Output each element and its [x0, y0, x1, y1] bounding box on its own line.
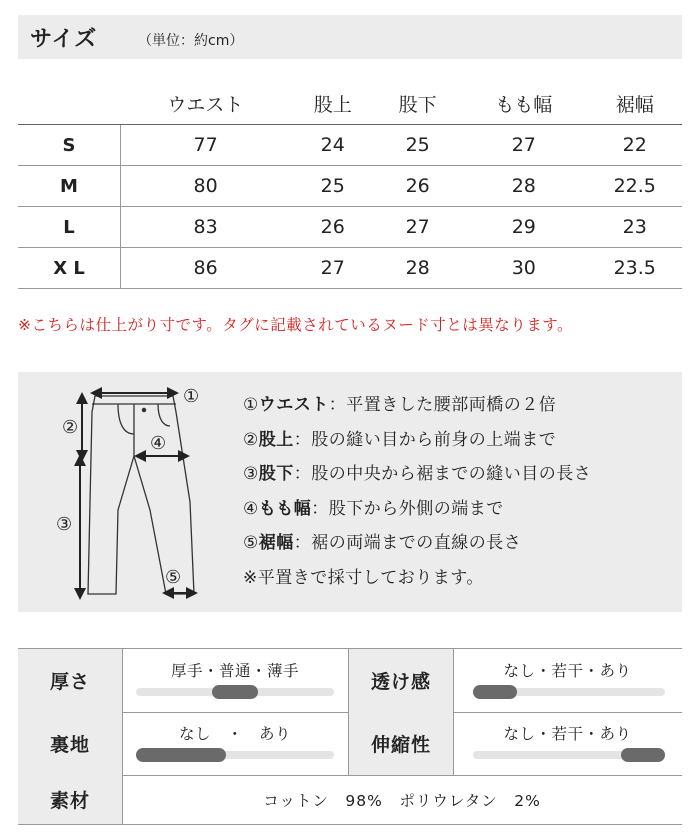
- size-label: L: [18, 207, 121, 248]
- table-cell: 86: [121, 248, 291, 289]
- column-header: ウエスト: [121, 82, 291, 125]
- item-name: ウエスト: [258, 395, 329, 415]
- measure-item-rise: [243, 425, 591, 460]
- item-desc: ：裾の両端までの直線の長さ: [293, 533, 522, 553]
- lining-label: 裏地: [18, 712, 122, 775]
- table-cell: 26: [290, 207, 375, 248]
- item-number: ④: [243, 498, 259, 519]
- stretch-label: 伸縮性: [349, 712, 453, 775]
- table-cell: 83: [121, 207, 291, 248]
- material-value: コットン 98% ポリウレタン 2%: [263, 791, 541, 810]
- marker-3: ③: [56, 514, 73, 535]
- table-cell: 27: [375, 207, 460, 248]
- item-name: 裾幅: [258, 533, 294, 553]
- item-name: もも幅: [258, 498, 312, 519]
- pants-outline-icon: [88, 396, 194, 594]
- measurement-list: [243, 390, 591, 597]
- item-number: ①: [243, 395, 259, 415]
- measurement-guide: [18, 372, 682, 612]
- table-cell: 25: [290, 166, 375, 207]
- table-cell: 25: [375, 125, 460, 166]
- size-label: S: [18, 125, 121, 166]
- unit-label: （単位：約cm）: [138, 33, 244, 49]
- item-desc: ：股の縫い目から前身の上端まで: [293, 429, 557, 450]
- table-cell: 80: [121, 166, 291, 207]
- table-cell: 27: [460, 125, 587, 166]
- table-cell: 23: [587, 207, 682, 248]
- fabric-row-1: [18, 649, 682, 713]
- lining-options: なし ・ あり: [178, 725, 291, 743]
- table-cell: 23.5: [587, 248, 682, 289]
- table-cell: 29: [460, 207, 587, 248]
- table-cell: 22.5: [587, 166, 682, 207]
- fabric-row-2: [18, 712, 682, 776]
- table-cell: 77: [121, 125, 291, 166]
- item-name: 股上: [258, 429, 294, 450]
- table-cell: 27: [290, 248, 375, 289]
- measure-item-hem: [243, 528, 591, 563]
- transparency-indicator: [473, 685, 517, 699]
- size-header-blank: [18, 82, 121, 125]
- transparency-options: なし・若干・あり: [503, 662, 632, 680]
- lining-indicator: [136, 748, 226, 762]
- table-row: [18, 166, 682, 207]
- item-desc: ：平置きした腰部両橋の２倍: [328, 395, 557, 415]
- marker-1: ①: [183, 386, 200, 407]
- marker-5: ⑤: [165, 567, 182, 588]
- thickness-label: 厚さ: [18, 649, 122, 712]
- column-header: もも幅: [460, 82, 587, 125]
- measure-item-inseam: [243, 459, 591, 494]
- stretch-options: なし・若干・あり: [503, 725, 632, 743]
- size-table-header: [18, 82, 682, 125]
- table-cell: 28: [375, 248, 460, 289]
- item-name: 股下: [258, 464, 294, 484]
- table-row: [18, 248, 682, 289]
- marker-2: ②: [62, 417, 79, 438]
- size-label: M: [18, 166, 121, 207]
- table-cell: 30: [460, 248, 587, 289]
- thickness-indicator: [212, 685, 258, 699]
- size-header: [18, 15, 682, 59]
- column-header: 股上: [290, 82, 375, 125]
- size-table: [18, 82, 682, 289]
- thickness-options: 厚手・普通・薄手: [170, 662, 299, 680]
- measure-item-waist: [243, 390, 591, 425]
- size-title: サイズ: [30, 27, 98, 52]
- table-row: [18, 125, 682, 166]
- finished-size-note: ※こちらは仕上がり寸です。タグに記載されているヌード寸とは異なります。: [18, 316, 574, 334]
- marker-4: ④: [150, 433, 167, 454]
- transparency-label: 透け感: [349, 649, 453, 712]
- fabric-row-3: [18, 775, 682, 825]
- pants-diagram: [18, 372, 238, 612]
- measure-footer: ※平置きで採寸しております。: [243, 567, 484, 588]
- item-number: ②: [243, 429, 259, 450]
- column-header: 股下: [375, 82, 460, 125]
- item-number: ⑤: [243, 533, 259, 553]
- table-row: [18, 207, 682, 248]
- stretch-indicator: [621, 748, 665, 762]
- table-cell: 22: [587, 125, 682, 166]
- measure-item-thigh: [243, 494, 591, 529]
- table-cell: 24: [290, 125, 375, 166]
- column-header: 裾幅: [587, 82, 682, 125]
- table-cell: 26: [375, 166, 460, 207]
- table-cell: 28: [460, 166, 587, 207]
- item-number: ③: [243, 464, 259, 484]
- item-desc: ：股下から外側の端まで: [311, 498, 504, 519]
- material-label: 素材: [18, 775, 122, 824]
- fabric-table: [18, 648, 682, 825]
- size-label: X L: [18, 248, 121, 289]
- item-desc: ：股の中央から裾までの縫い目の長さ: [293, 464, 592, 484]
